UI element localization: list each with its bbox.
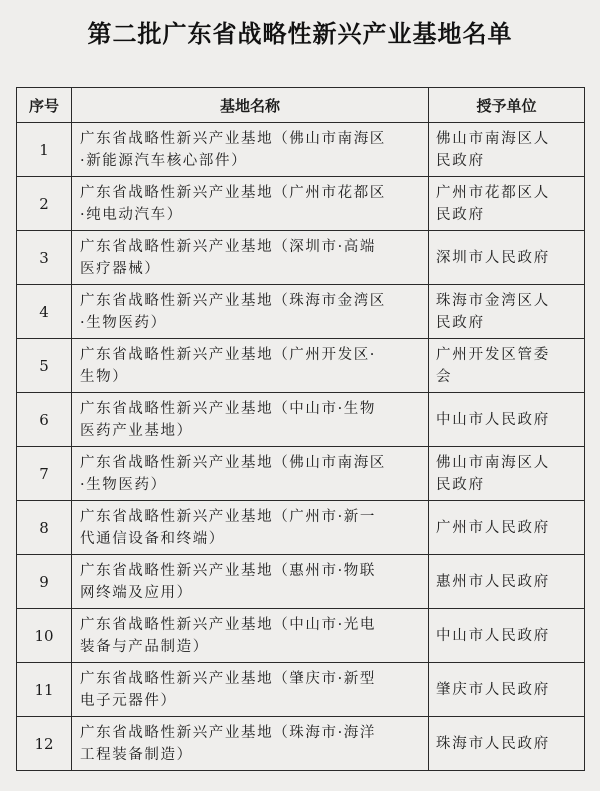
table-row: [17, 231, 585, 285]
base-name-line: 广东省战略性新兴产业基地（惠州市·物联: [80, 562, 377, 579]
granting-unit-cell: [429, 231, 585, 285]
granting-unit-cell: [429, 609, 585, 663]
base-name-line: 广东省战略性新兴产业基地（广州市花都区: [80, 184, 386, 201]
row-number: 8: [17, 501, 72, 555]
base-name-line: 装备与产品制造）: [80, 638, 209, 655]
table-header-row: [17, 88, 585, 123]
header-serial-number: 序号: [17, 88, 72, 123]
table-body: [17, 123, 585, 771]
base-name-cell: [72, 231, 429, 285]
page-title: 第二批广东省战略性新兴产业基地名单: [87, 20, 513, 48]
granting-unit-line: 民政府: [436, 206, 485, 223]
granting-unit-cell: [429, 393, 585, 447]
granting-unit-cell: [429, 501, 585, 555]
base-name-line: 生物）: [80, 368, 129, 385]
base-name-line: 电子元器件）: [80, 692, 177, 709]
base-name-line: 广东省战略性新兴产业基地（佛山市南海区: [80, 454, 386, 471]
base-name-cell: [72, 555, 429, 609]
base-name-cell: [72, 393, 429, 447]
table-row: [17, 285, 585, 339]
granting-unit-line: 肇庆市人民政府: [436, 681, 551, 698]
granting-unit-cell: [429, 663, 585, 717]
base-name-line: 广东省战略性新兴产业基地（广州市·新一: [80, 508, 377, 525]
base-name-line: 广东省战略性新兴产业基地（中山市·生物: [80, 400, 377, 417]
base-list-table: [16, 87, 585, 771]
granting-unit-cell: [429, 447, 585, 501]
base-name-cell: [72, 609, 429, 663]
base-name-line: 广东省战略性新兴产业基地（广州开发区·: [80, 346, 377, 363]
granting-unit-line: 广州开发区管委: [436, 346, 551, 363]
base-name-line: ·纯电动汽车）: [80, 206, 183, 223]
row-number: 2: [17, 177, 72, 231]
granting-unit-line: 中山市人民政府: [436, 627, 551, 644]
row-number: 1: [17, 123, 72, 177]
row-number: 12: [17, 717, 72, 771]
row-number: 10: [17, 609, 72, 663]
base-name-line: 网终端及应用）: [80, 584, 193, 601]
table-row: [17, 501, 585, 555]
base-name-line: ·生物医药）: [80, 314, 167, 331]
row-number: 4: [17, 285, 72, 339]
base-name-line: 广东省战略性新兴产业基地（肇庆市·新型: [80, 670, 377, 687]
base-name-cell: [72, 717, 429, 771]
table-row: [17, 339, 585, 393]
granting-unit-cell: [429, 285, 585, 339]
table-row: [17, 555, 585, 609]
table-row: [17, 663, 585, 717]
granting-unit-cell: [429, 339, 585, 393]
base-name-line: 代通信设备和终端）: [80, 530, 225, 547]
granting-unit-cell: [429, 555, 585, 609]
base-name-line: ·新能源汽车核心部件）: [80, 152, 248, 169]
granting-unit-line: 民政府: [436, 314, 485, 331]
table-row: [17, 393, 585, 447]
base-name-line: 工程装备制造）: [80, 746, 193, 763]
base-name-line: ·生物医药）: [80, 476, 167, 493]
base-name-cell: [72, 285, 429, 339]
granting-unit-line: 民政府: [436, 152, 485, 169]
row-number: 11: [17, 663, 72, 717]
base-name-line: 医疗器械）: [80, 260, 161, 277]
granting-unit-line: 珠海市人民政府: [436, 735, 551, 752]
base-name-line: 广东省战略性新兴产业基地（珠海市·海洋: [80, 724, 377, 741]
base-name-cell: [72, 447, 429, 501]
base-name-cell: [72, 123, 429, 177]
row-number: 3: [17, 231, 72, 285]
base-name-line: 广东省战略性新兴产业基地（佛山市南海区: [80, 130, 386, 147]
granting-unit-line: 惠州市人民政府: [436, 573, 551, 590]
granting-unit-line: 珠海市金湾区人: [436, 292, 551, 309]
base-name-line: 广东省战略性新兴产业基地（珠海市金湾区: [80, 292, 386, 309]
granting-unit-line: 佛山市南海区人: [436, 130, 551, 147]
table-row: [17, 447, 585, 501]
row-number: 5: [17, 339, 72, 393]
granting-unit-cell: [429, 123, 585, 177]
granting-unit-line: 广州市花都区人: [436, 184, 551, 201]
granting-unit-line: 广州市人民政府: [436, 519, 551, 536]
base-name-line: 广东省战略性新兴产业基地（深圳市·高端: [80, 238, 377, 255]
header-granting-unit: 授予单位: [429, 88, 585, 123]
granting-unit-line: 民政府: [436, 476, 485, 493]
row-number: 6: [17, 393, 72, 447]
base-name-cell: [72, 339, 429, 393]
row-number: 9: [17, 555, 72, 609]
granting-unit-line: 佛山市南海区人: [436, 454, 551, 471]
granting-unit-cell: [429, 177, 585, 231]
table-row: [17, 717, 585, 771]
table-row: [17, 123, 585, 177]
header-base-name: 基地名称: [72, 88, 429, 123]
granting-unit-line: 中山市人民政府: [436, 411, 551, 428]
base-name-line: 广东省战略性新兴产业基地（中山市·光电: [80, 616, 377, 633]
granting-unit-line: 会: [436, 368, 453, 385]
base-name-line: 医药产业基地）: [80, 422, 193, 439]
granting-unit-line: 深圳市人民政府: [436, 249, 551, 266]
table-row: [17, 177, 585, 231]
base-name-cell: [72, 177, 429, 231]
row-number: 7: [17, 447, 72, 501]
base-name-cell: [72, 663, 429, 717]
base-name-cell: [72, 501, 429, 555]
granting-unit-cell: [429, 717, 585, 771]
table-row: [17, 609, 585, 663]
